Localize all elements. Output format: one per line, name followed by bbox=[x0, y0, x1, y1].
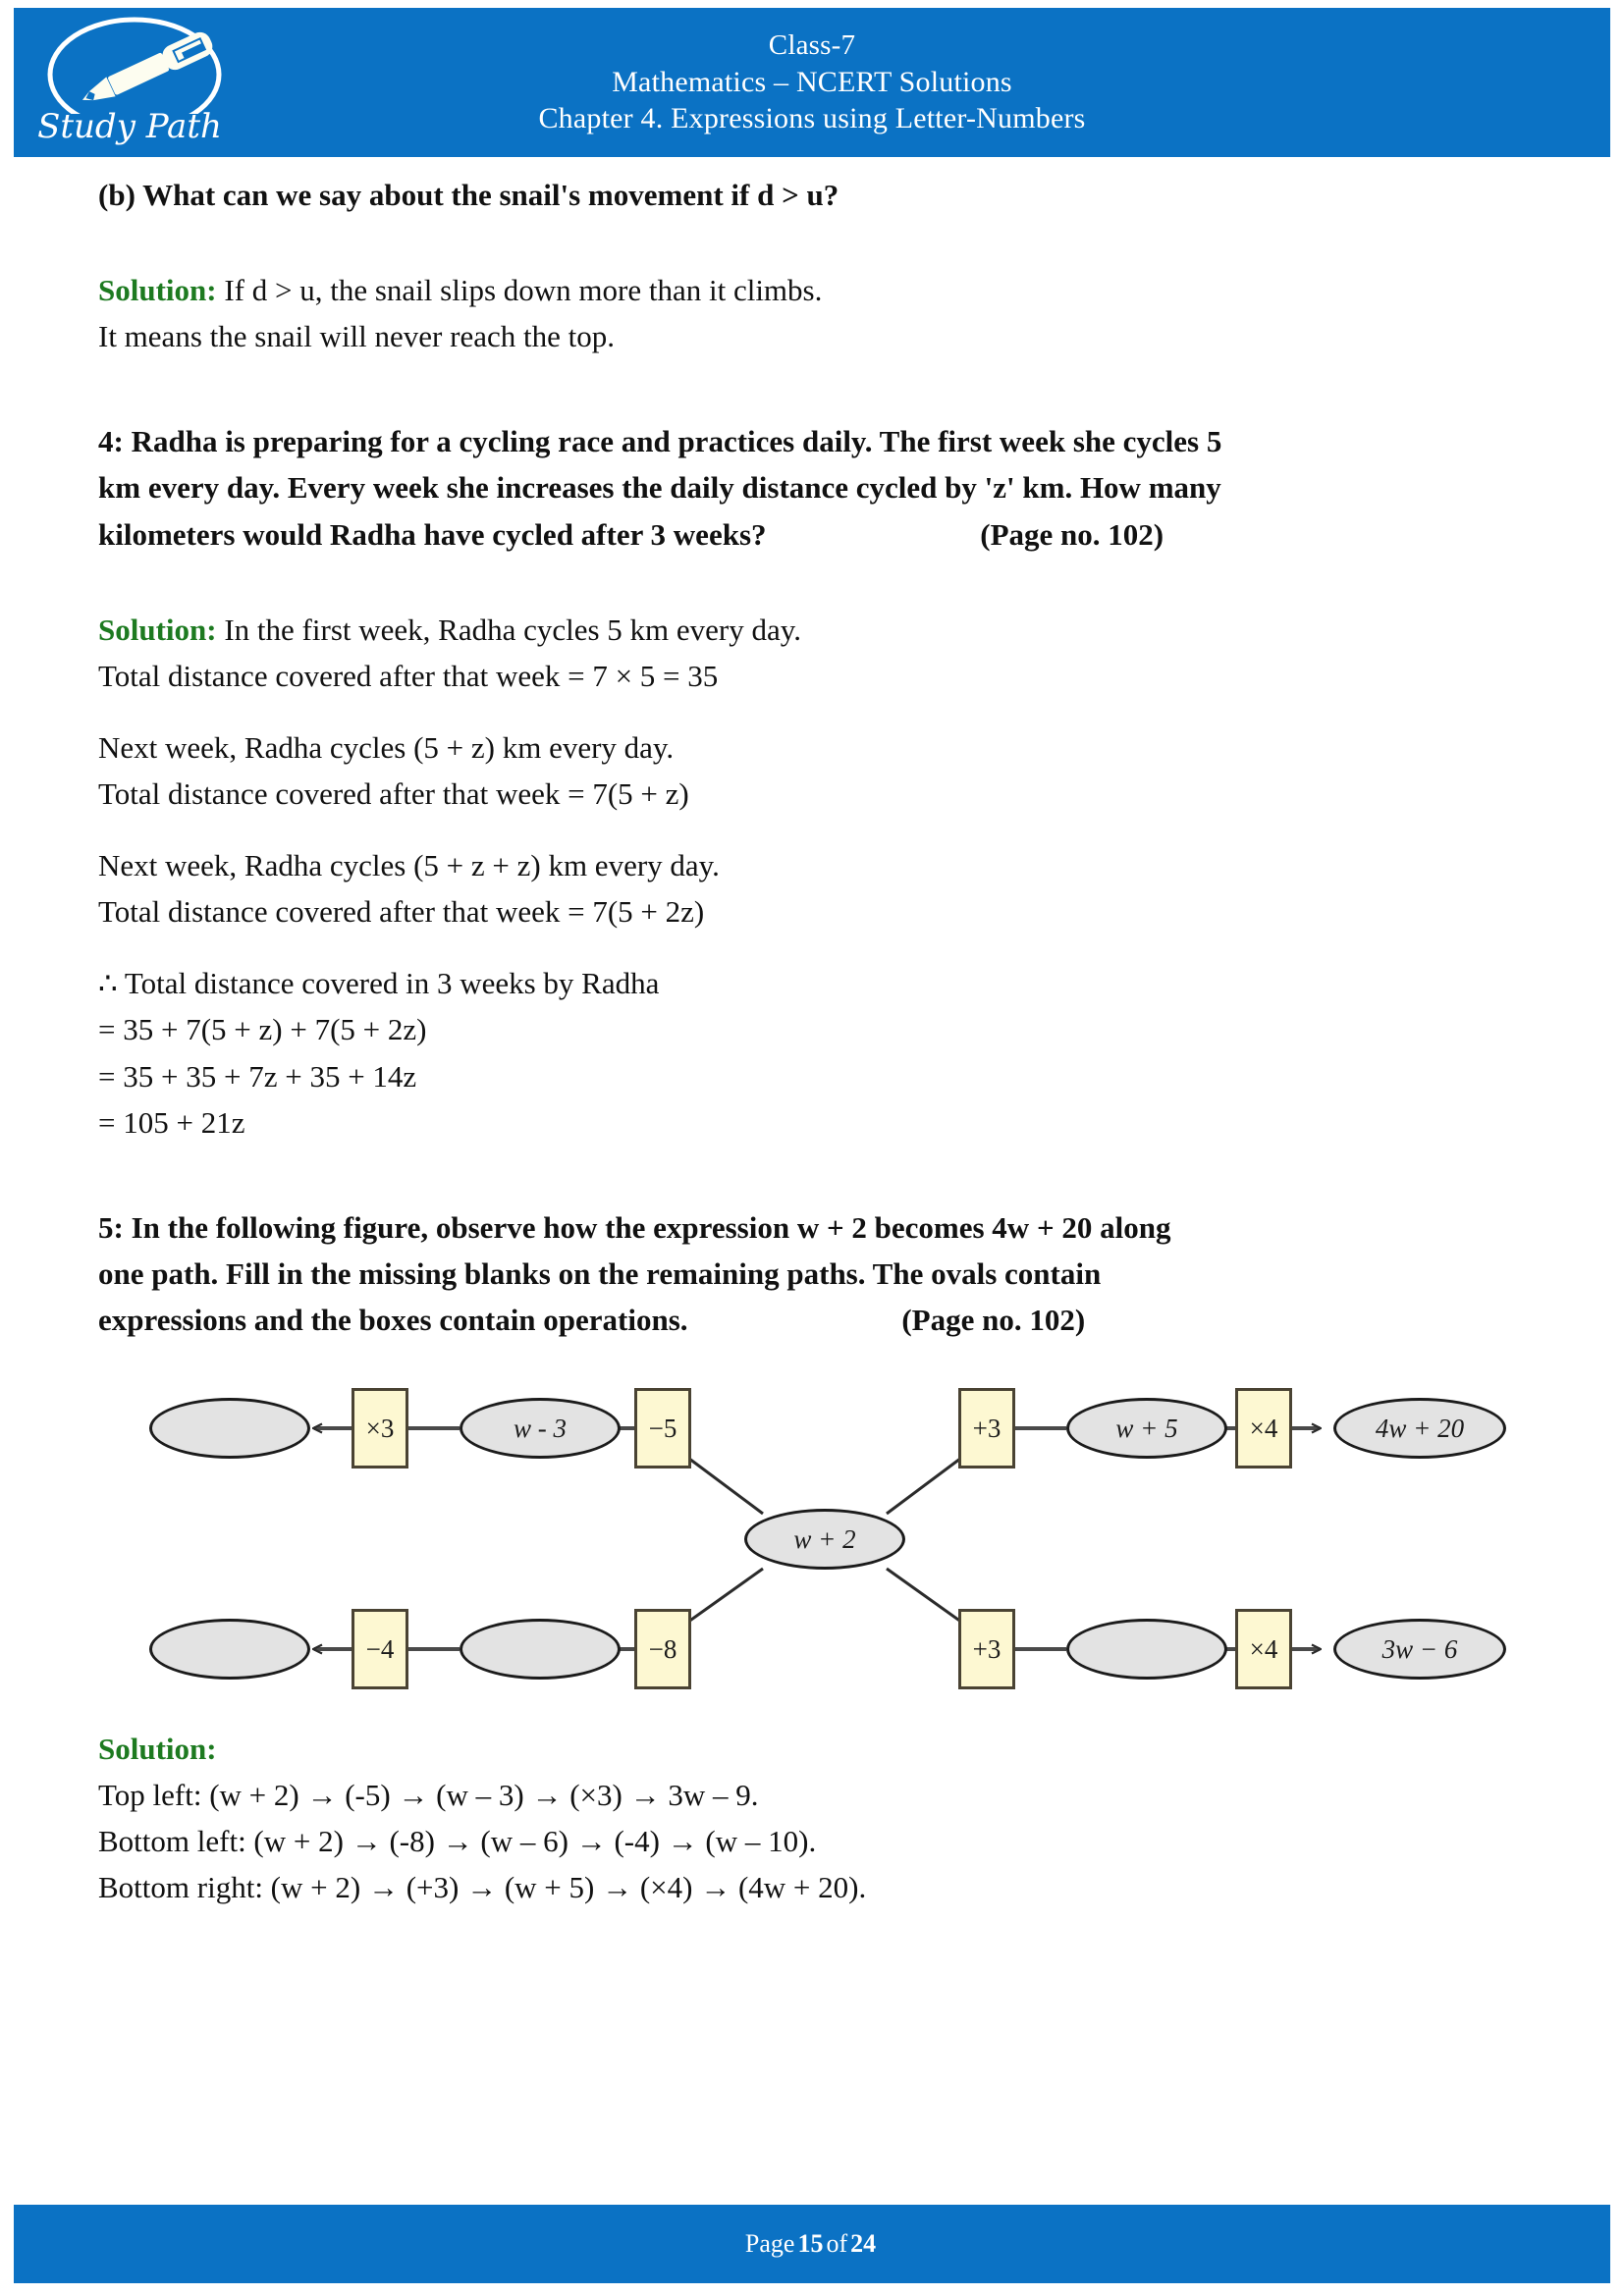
logo-wordmark: Study Path bbox=[37, 107, 222, 146]
logo-icon bbox=[31, 14, 238, 151]
page-footer bbox=[14, 2205, 1610, 2283]
oval-bottom-right-result[interactable]: 3w − 6 bbox=[1333, 1619, 1506, 1680]
oval-top-right-mid[interactable]: w + 5 bbox=[1066, 1398, 1227, 1459]
question-5-page-ref: (Page no. 102) bbox=[901, 1302, 1086, 1337]
box-bottom-left-op1[interactable]: −8 bbox=[634, 1609, 691, 1689]
answer-4-line-5: Next week, Radha cycles (5 + z + z) km every day. bbox=[98, 848, 720, 883]
connector-bottom-left-1 bbox=[408, 1647, 460, 1651]
question-4-text-3: kilometers would Radha have cycled after 3 weeks? bbox=[98, 516, 767, 552]
question-4-page-ref: (Page no. 102) bbox=[980, 516, 1164, 552]
box-bottom-left-op2[interactable]: −4 bbox=[352, 1609, 408, 1689]
answer-5-line-2: Bottom left: (w + 2) → (-8) → (w – 6) → (-4) → (w – 10). bbox=[98, 1824, 817, 1859]
header-subject-line: Mathematics – NCERT Solutions bbox=[612, 65, 1012, 98]
oval-top-left-result[interactable] bbox=[149, 1398, 310, 1459]
answer-4-line-9: = 35 + 35 + 7z + 35 + 14z bbox=[98, 1058, 417, 1094]
connector-top-left-1 bbox=[408, 1426, 460, 1430]
oval-top-right-result[interactable]: 4w + 20 bbox=[1333, 1398, 1506, 1459]
question-4-line-1: 4: Radha is preparing for a cycling race and practices daily. The first week she cycles 5 bbox=[98, 424, 1222, 459]
question-4-line-2: km every day. Every week she increases the daily distance cycled by 'z' km. How many bbox=[98, 470, 1221, 506]
header-chapter-line: Chapter 4. Expressions using Letter-Numbers bbox=[538, 101, 1086, 134]
question-4-line-3 bbox=[98, 511, 1532, 558]
answer-4-text-1: In the first week, Radha cycles 5 km every day. bbox=[224, 612, 801, 647]
box-bottom-right-op2[interactable]: ×4 bbox=[1235, 1609, 1292, 1689]
answer-4-line-6: Total distance covered after that week = 7(5 + 2z) bbox=[98, 894, 705, 930]
oval-bottom-left-mid[interactable] bbox=[460, 1619, 621, 1680]
box-top-right-op2[interactable]: ×4 bbox=[1235, 1388, 1292, 1468]
connector-top-right-1 bbox=[1015, 1426, 1066, 1430]
answer-4-line-3: Next week, Radha cycles (5 + z) km every day. bbox=[98, 729, 675, 765]
solution-label: Solution: bbox=[98, 273, 217, 308]
footer-page-middle: of bbox=[826, 2229, 848, 2258]
answer-5-line-3: Bottom right: (w + 2) → (+3) → (w + 5) → (×4) → (4w + 20). bbox=[98, 1870, 867, 1905]
oval-bottom-left-result[interactable] bbox=[149, 1619, 310, 1680]
answer-5-label-line bbox=[98, 1726, 1532, 1772]
study-path-logo bbox=[31, 14, 238, 151]
question-3b: (b) What can we say about the snail's movement if d > u? bbox=[98, 178, 839, 212]
header-class-line: Class-7 bbox=[768, 28, 856, 61]
box-top-right-op1[interactable]: +3 bbox=[958, 1388, 1015, 1468]
oval-top-left-mid[interactable]: w - 3 bbox=[460, 1398, 621, 1459]
question-5-line-2: one path. Fill in the missing blanks on the remaining paths. The ovals contain bbox=[98, 1255, 1102, 1291]
box-bottom-right-op1[interactable]: +3 bbox=[958, 1609, 1015, 1689]
answer-4-line-2: Total distance covered after that week = 7 × 5 = 35 bbox=[98, 658, 719, 693]
oval-center-expression[interactable]: w + 2 bbox=[744, 1509, 905, 1570]
solution-label: Solution: bbox=[98, 612, 217, 647]
answer-4-line-1 bbox=[98, 607, 1532, 653]
solution-label: Solution: bbox=[98, 1732, 217, 1767]
question-5-line-3 bbox=[98, 1297, 1532, 1343]
answer-4-line-8: = 35 + 7(5 + z) + 7(5 + 2z) bbox=[98, 1012, 427, 1047]
question-5-text-3: expressions and the boxes contain operations. bbox=[98, 1302, 688, 1337]
answer-3b-line-1 bbox=[98, 267, 1532, 313]
footer-page-prefix: Page bbox=[744, 2229, 795, 2258]
page-content bbox=[98, 172, 1532, 1911]
oval-bottom-right-mid[interactable] bbox=[1066, 1619, 1227, 1680]
answer-4-line-4: Total distance covered after that week = 7(5 + z) bbox=[98, 775, 689, 811]
footer-page-current: 15 bbox=[797, 2229, 824, 2258]
answer-4-line-10: = 105 + 21z bbox=[98, 1104, 245, 1140]
expression-path-diagram bbox=[128, 1376, 1522, 1700]
connector-bottom-right-1 bbox=[1015, 1647, 1066, 1651]
answer-3b-text-1: If d > u, the snail slips down more than it climbs. bbox=[224, 273, 823, 308]
footer-page-total: 24 bbox=[850, 2229, 877, 2258]
box-top-left-op2[interactable]: ×3 bbox=[352, 1388, 408, 1468]
answer-4-line-7: ∴ Total distance covered in 3 weeks by Radha bbox=[98, 966, 660, 1001]
page-header bbox=[14, 8, 1610, 157]
question-5-line-1: 5: In the following figure, observe how the expression w + 2 becomes 4w + 20 along bbox=[98, 1209, 1171, 1245]
answer-5-line-1: Top left: (w + 2) → (-5) → (w – 3) → (×3) → 3w – 9. bbox=[98, 1778, 759, 1813]
header-titles bbox=[14, 28, 1610, 136]
answer-3b-line-2: It means the snail will never reach the top. bbox=[98, 319, 615, 354]
box-top-left-op1[interactable]: −5 bbox=[634, 1388, 691, 1468]
